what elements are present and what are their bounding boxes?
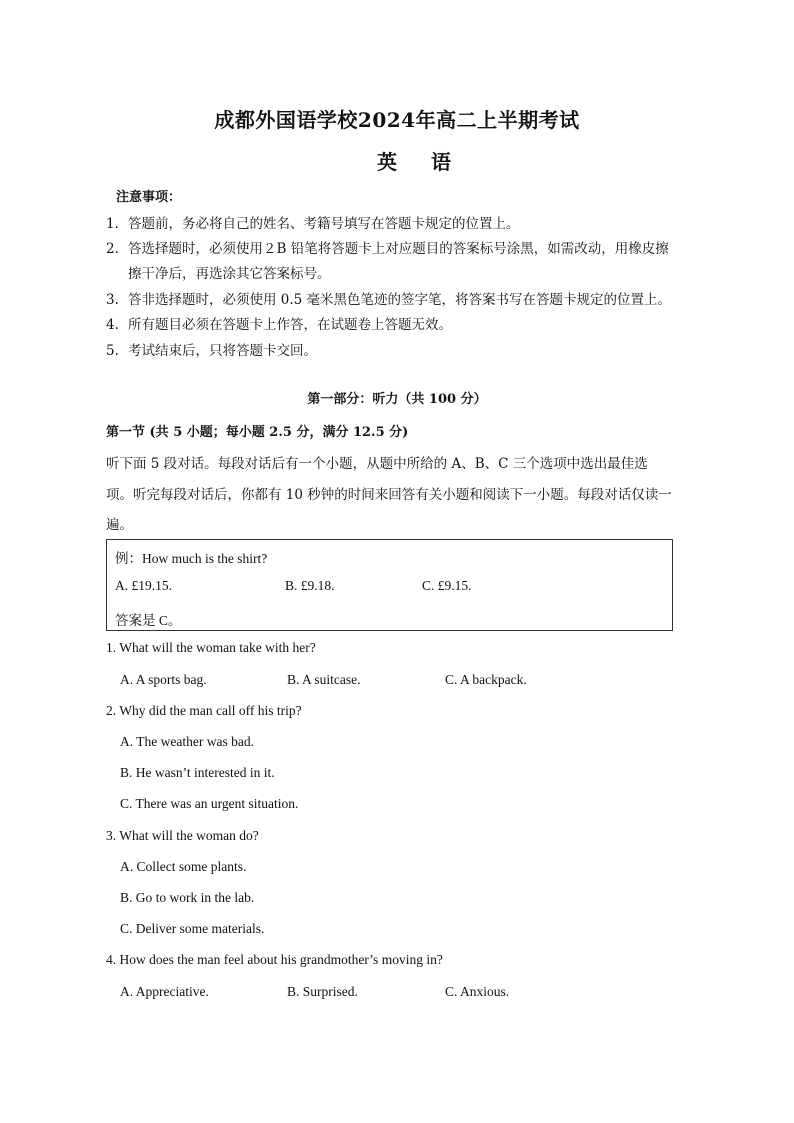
question-3: 3. What will the woman do?	[106, 828, 259, 843]
option-1a: A. A sports bag.	[120, 672, 207, 687]
notice-item-continuation: 擦干净后，再选涂其它答案标号。	[128, 266, 331, 282]
instruction-line: 遍。	[106, 517, 133, 533]
example-box	[106, 539, 673, 631]
option-2c: C. There was an urgent situation.	[120, 796, 299, 811]
instruction-line: 听下面 5 段对话。每段对话后有一个小题，从题中所给的 A、B、C 三个选项中选出最佳选	[106, 456, 648, 472]
option-2a: A. The weather was bad.	[120, 734, 254, 749]
notice-item	[106, 339, 317, 359]
notice-item-text: 答非选择题时，必须使用 0.5 毫米黑色笔迹的签字笔，将答案书写在答题卡规定的位置上。	[128, 292, 672, 308]
notice-item-text: 答选择题时，必须使用２B 铅笔将答题卡上对应题目的答案标号涂黑，如需改动，用橡皮擦	[128, 241, 669, 257]
notice-item	[106, 288, 671, 308]
option-1c: C. A backpack.	[445, 672, 527, 687]
option-3a: A. Collect some plants.	[120, 859, 247, 874]
option-4c: C. Anxious.	[445, 984, 510, 999]
notice-item-text: 考试结束后，只将答题卡交回。	[128, 343, 317, 359]
option-4b: B. Surprised.	[287, 984, 358, 999]
option-4a: A. Appreciative.	[120, 984, 209, 999]
question-2: 2. Why did the man call off his trip?	[106, 703, 302, 718]
notice-item-number: 1.	[106, 216, 119, 232]
part-title: 第一部分：听力（共 100 分）	[307, 392, 487, 407]
example-question: 例：How much is the shirt?	[115, 551, 268, 566]
example-answer: 答案是 C。	[115, 613, 182, 628]
example-option-b: B. £9.18.	[285, 578, 335, 593]
notice-item-text: 答题前，务必将自己的姓名、考籍号填写在答题卡规定的位置上。	[128, 216, 520, 232]
notice-item-number: 5.	[106, 343, 119, 359]
option-1b: B. A suitcase.	[287, 672, 361, 687]
option-2b: B. He wasn’t interested in it.	[120, 765, 275, 780]
notice-item-number: 4.	[106, 317, 119, 333]
notice-item-number: 2.	[106, 241, 119, 257]
exam-title: 成都外国语学校2024年高二上半期考试	[214, 108, 580, 132]
notice-item-number: 3.	[106, 292, 119, 308]
section-title: 第一节 (共 5 小题；每小题 2.5 分，满分 12.5 分)	[106, 425, 409, 440]
notice-item	[106, 212, 520, 232]
notice-item	[106, 237, 669, 257]
question-1: 1. What will the woman take with her?	[106, 640, 316, 655]
notice-item-text: 所有题目必须在答题卡上作答，在试题卷上答题无效。	[128, 317, 452, 333]
notice-item	[106, 313, 452, 333]
example-option-a: A. £19.15.	[115, 578, 172, 593]
subject-heading: 英语	[377, 150, 485, 174]
instruction-line: 项。听完每段对话后，你都有 10 秒钟的时间来回答有关小题和阅读下一小题。每段对话仅读一	[106, 487, 672, 503]
notice-heading: 注意事项：	[116, 190, 182, 205]
option-3c: C. Deliver some materials.	[120, 921, 265, 936]
question-4: 4. How does the man feel about his grandmother’s moving in?	[106, 952, 443, 967]
option-3b: B. Go to work in the lab.	[120, 890, 255, 905]
example-option-c: C. £9.15.	[422, 578, 472, 593]
